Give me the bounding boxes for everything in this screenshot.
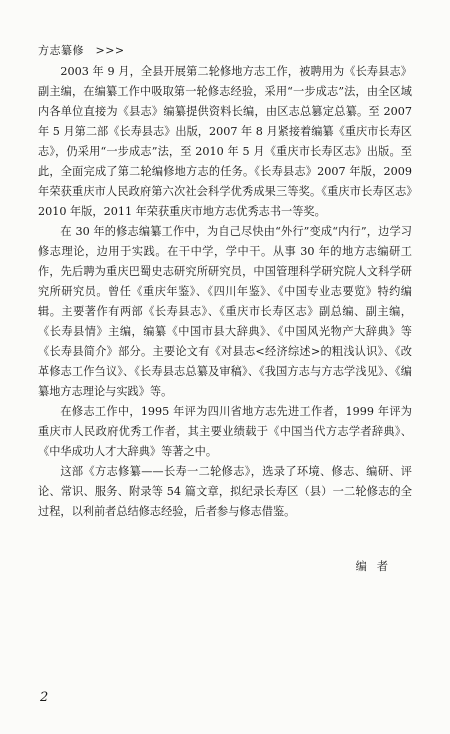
paragraph: 这部《方志修纂——长寿一二轮修志》，选录了环境、修志、编研、评论、常识、服务、附录等 54 篇文章，拟纪录长寿区（县）一二轮修志的全过程，以利前者总结修志经验，后者参与修志借鉴。 bbox=[38, 465, 412, 518]
editor-signature: 编者 bbox=[355, 560, 398, 573]
paragraph: 在修志工作中，1995 年评为四川省地方志先进工作者，1999 年评为重庆市人民政府优秀工作者，其主要业绩载于《中国当代方志学者辞典》、《中华成功人才大辞典》等著之中。 bbox=[38, 405, 412, 458]
paragraph: 2003 年 9 月，全县开展第二轮修地方志工作，被聘用为《长寿县志》副主编，在编纂工作中吸取第一轮修志经验，采用“一步成志”法，由全区域内各单位直接为《县志》编纂提供资料长编，由区志总篡定总纂。至 2007 年 5 月第二部《长寿县志》出版，2007 年 8 月紧接着编纂《重庆市长寿区志》，仍采用“一步成志”法，至 2010 年 5 月《重庆市长寿区志》出版。至此，全面完成了第二轮编修地方志的任务。《长寿县志》2007 年版，2009 年荣获重庆市人民政府第六次社会科学优秀成果三等奖。《重庆市长寿区志》2010 年版，2011 年荣获重庆市地方志优秀志书一等奖。 bbox=[38, 65, 412, 218]
page-number: 2 bbox=[40, 690, 49, 705]
paragraph: 在 30 年的修志编纂工作中，为自己尽快由“外行”变成“内行”，边学习修志理论，边用于实践。在干中学，学中干。从事 30 年的地方志编研工作，先后聘为重庆巴蜀史志研究所研究员，中国管理科学研究院人文科学研究所研究员。曾任《重庆年鉴》、《四川年鉴》、《中国专业志要览》特约编辑。主要著作有两部《长寿县志》、《重庆市长寿区志》副总编、副主编，《长寿县情》主编，编纂《中国市县大辞典》、《中国风光物产大辞典》等《长寿县简介》部分。主要论文有《对县志<经济综述>的粗浅认识》、《改革修志工作刍议》、《长寿县志总纂及审稿》、《我国方志与方志学浅见》、《编纂地方志理论与实践》等。 bbox=[38, 225, 412, 398]
body-text bbox=[38, 62, 412, 522]
running-header: 方志纂修 >>> bbox=[38, 44, 125, 57]
